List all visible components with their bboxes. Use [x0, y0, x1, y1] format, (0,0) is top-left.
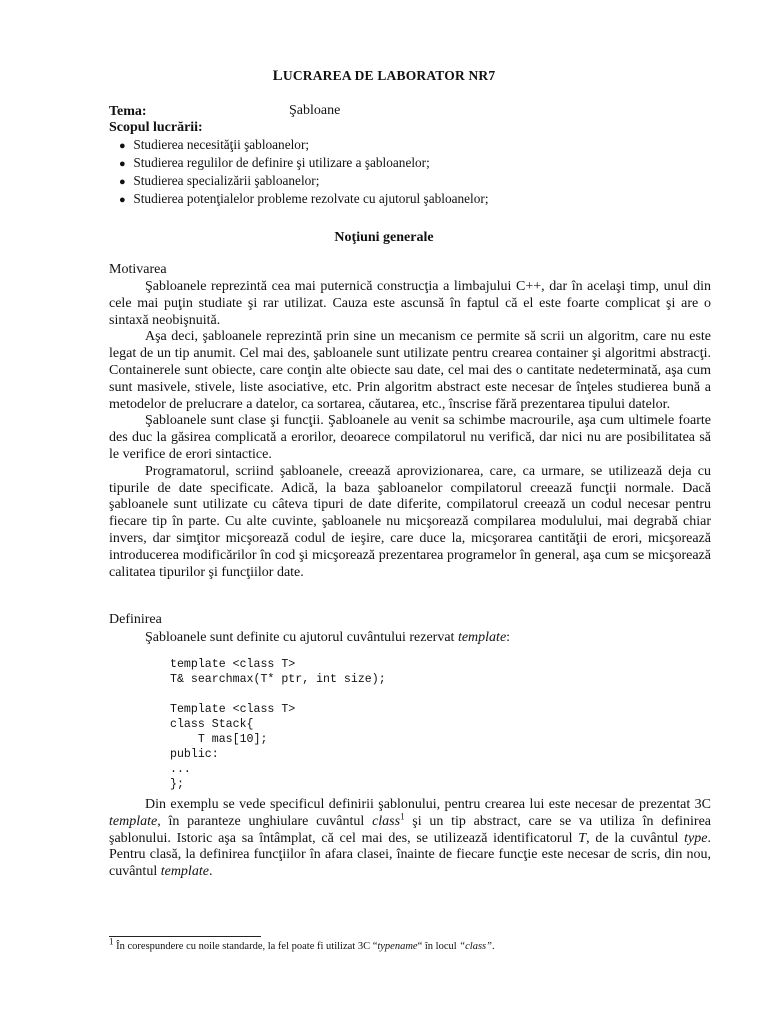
intro-text: Şabloanele sunt definite cu ajutorul cuvântului rezervat — [145, 630, 458, 645]
text: Din exemplu se vede specificul definirii şablonului, pentru crearea lui este necesar de prezentat 3C — [145, 797, 711, 812]
footnote — [109, 936, 495, 952]
footnote-ref: 1 — [400, 811, 405, 822]
title-text: UCRAREA DE LABORATOR NR — [282, 68, 489, 83]
list-item — [109, 190, 489, 208]
bullet-icon: ● — [119, 194, 126, 206]
page-title — [0, 68, 768, 85]
keyword: typename — [377, 941, 418, 952]
goals-list — [109, 136, 489, 208]
tema-value: Şabloane — [289, 103, 341, 118]
text: “ în locul — [417, 941, 460, 952]
keyword: “class” — [459, 941, 492, 952]
keyword: T — [578, 830, 587, 846]
motivation-body — [109, 279, 711, 581]
goal-text: Studierea specializării şabloanelor; — [133, 173, 320, 188]
scope-label: Scopul lucrării: — [109, 120, 203, 135]
paragraph: Şabloanele sunt clase şi funcţii. Şabloanele au venit sa schimbe macrourile, aşa cum ultimele foarte des duc la găsirea complicată a erorilor, deoarece compilatorul nu verifică, dar nici nu are posibilitatea să le verifice de erori sintactice. — [109, 413, 711, 462]
explanation-paragraph — [109, 797, 711, 881]
text: , în paranteze unghiulare cuvântul — [157, 813, 373, 829]
title-first-letter: L — [272, 68, 283, 84]
keyword: template — [109, 813, 158, 829]
goal-text: Studierea necesităţii şabloanelor; — [133, 137, 310, 152]
definition-heading: Definirea — [109, 612, 162, 627]
keyword: template — [160, 864, 209, 880]
bullet-icon: ● — [119, 176, 126, 188]
bullet-icon: ● — [119, 140, 126, 152]
code-block: template <class T> T& searchmax(T* ptr, int size); Template <class T> class Stack{ T mas[10]; public: ... }; — [170, 658, 386, 791]
section-heading: Noţiuni generale — [334, 230, 434, 245]
motivation-heading: Motivarea — [109, 262, 167, 277]
text: . Pentru clasă, la definirea funcţiilor în afara clasei, înainte de fiecare funcţie este necesar de scris, din nou, cuvântul — [109, 830, 711, 880]
list-item — [109, 172, 489, 190]
text: . — [491, 941, 495, 952]
text: şi un tip abstract, care se va utiliza în definirea şablonului. Istoric aşa sa întâmplat, că cel mai des, se utilizează identificatorul — [109, 813, 712, 846]
paragraph: Aşa deci, şabloanele reprezintă prin sine un mecanism ce permite să scrii un algoritm, care nu este legat de un tip anumit. Cel mai des, şabloanele sunt utilizate pentru crearea container şi algoritmi abstracţi. Containerele sunt obiecte, care conţin alte obiecte sau date, cel mai des o cantitate nedeterminată, aşa cum sunt masivele, stivele, liste asociative, etc. Prin algoritm abstract este necesar de înţeles studierea bună a metodelor de prelucrare a datelor, ca sortarea, căutarea, etc., înscrise fără prezentarea tipului datelor. — [109, 329, 711, 412]
paragraph: Şabloanele reprezintă cea mai puternică construcţia a limbajului C++, dar în acelaşi timp, unul din cele mai puţin studiate şi rar utilizat. Cauza este ascunsă în faptul că el este foarte complicat şi are o sintaxă neobişnuită. — [109, 279, 711, 328]
footnote-divider — [109, 936, 261, 937]
intro-colon: : — [506, 630, 511, 645]
footnote-number: 1 — [109, 936, 114, 947]
keyword: template — [457, 630, 507, 645]
text: , de la cuvântul — [586, 830, 685, 846]
text: . — [208, 864, 213, 880]
goal-text: Studierea regulilor de definire şi utilizare a şabloanelor; — [133, 155, 430, 170]
goal-text: Studierea potenţialelor probleme rezolvate cu ajutorul şabloanelor; — [133, 191, 489, 206]
bullet-icon: ● — [119, 158, 126, 170]
text: În corespundere cu noile standarde, la fel poate fi utilizat 3C “ — [113, 941, 378, 952]
list-item — [109, 136, 489, 154]
definition-intro — [109, 630, 711, 647]
paragraph: Programatorul, scriind şabloanele, creează aprovizionarea, care, ca urmare, se utilizează deja cu tipurile de date specificate. Adică, la baza şabloanelor compilatorul creează funcţii normale. Dacă şabloanele sunt utilizate cu câteva tipuri de date diferite, compilatorul creează un codul necesar pentru fiecare tip în parte. Cu alte cuvinte, şabloanele nu micşorează compilarea modulului, mai degrabă chiar invers, dar simţitor micşorează codul de ieşire, care duce la, micşorarea cantităţii de erori, micşorează introducerea modificărilor în cod şi micşorează prezentarea programelor în general, aşa cum se micşorează calitatea tipurilor şi funcţiilor date. — [109, 463, 711, 580]
tema-label: Tema: — [109, 104, 147, 119]
keyword: type — [684, 830, 708, 846]
keyword: class — [372, 813, 401, 829]
list-item — [109, 154, 489, 172]
title-number: 7 — [488, 68, 496, 83]
